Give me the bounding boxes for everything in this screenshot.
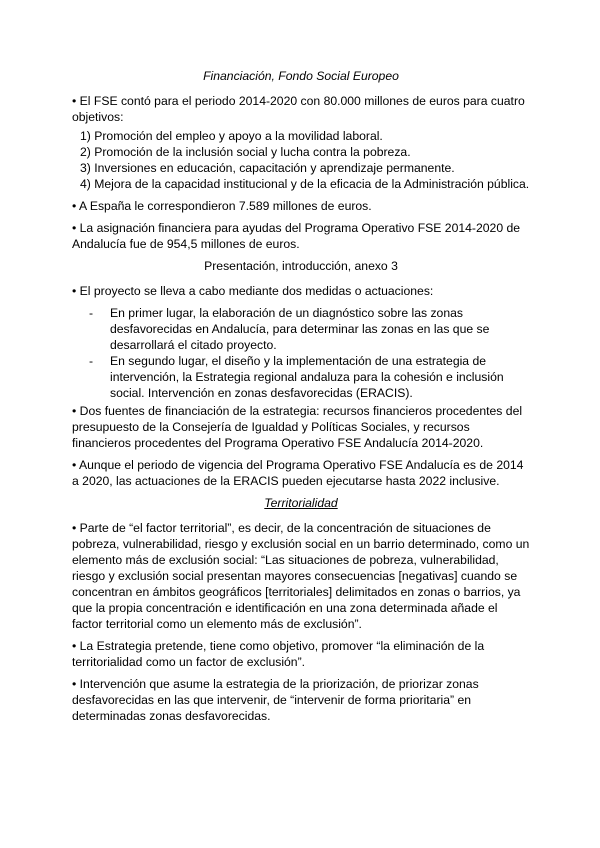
list-item: 3) Inversiones en educación, capacitación y aprendizaje permanente.: [80, 161, 455, 175]
list-item-text: En segundo lugar, el diseño y la implementación de una estrategia de intervención, la Estrategia regional andaluza para la cohesión e inclusión social. Intervención en zonas desfavorecidas (ERACIS).: [110, 354, 504, 400]
bullet-paragraph: • La asignación financiera para ayudas del Programa Operativo FSE 2014-2020 de Andalucía fue de 954,5 millones de euros.: [72, 221, 521, 251]
measures-list: [72, 305, 530, 401]
dash-marker: -: [89, 306, 94, 320]
bullet-paragraph: • Dos fuentes de financiación de la estrategia: recursos financieros procedentes del presupuesto de la Consejería de Igualdad y Políticas Sociales, y recursos financieros procedentes del Programa Operativo FSE Andalucía 2014-2020.: [72, 404, 523, 450]
bullet-paragraph: • El FSE contó para el periodo 2014-2020 con 80.000 millones de euros para cuatro objetivos:: [72, 94, 525, 124]
list-item: 2) Promoción de la inclusión social y lucha contra la pobreza.: [80, 145, 411, 159]
bullet-paragraph: • El proyecto se lleva a cabo mediante dos medidas o actuaciones:: [72, 284, 434, 298]
bullet-paragraph: • Parte de “el factor territorial”, es decir, de la concentración de situaciones de pobreza, vulnerabilidad, riesgo y exclusión social en un barrio determinado, como un elemento más de exclusión social: “Las situaciones de pobreza, vulnerabilidad, riesgo y exclusión social presentan mayores consecuencias [negativas] cuando se concentran en ámbitos geográficos [territoriales] delimitados en zonas o barrios, ya que la propia concentración e identificación en una zona determinada añade el factor territorial como un elemento más de exclusión”.: [72, 521, 530, 631]
list-item-text: En primer lugar, la elaboración de un diagnóstico sobre las zonas desfavorecidas en Andalucía, para determinar las zonas en las que se desarrollará el citado proyecto.: [110, 306, 490, 352]
bullet-paragraph: • A España le correspondieron 7.589 millones de euros.: [72, 199, 372, 213]
objectives-list: [72, 128, 530, 192]
list-item: [72, 353, 530, 401]
list-item: [72, 305, 530, 353]
bullet-paragraph: • Intervención que asume la estrategia de la priorización, de priorizar zonas desfavorecidas en las que intervenir, de “intervenir de forma prioritaria” en determinadas zonas desfavorecidas.: [72, 677, 479, 723]
section-heading-financiacion: Financiación, Fondo Social Europeo: [203, 69, 399, 83]
section-heading-territorialidad: Territorialidad: [264, 496, 338, 510]
document-body: [72, 68, 530, 730]
list-item: 1) Promoción del empleo y apoyo a la movilidad laboral.: [80, 129, 383, 143]
bullet-paragraph: • Aunque el periodo de vigencia del Programa Operativo FSE Andalucía es de 2014 a 2020, las actuaciones de la ERACIS pueden ejecutarse hasta 2022 inclusive.: [72, 458, 524, 488]
section-heading-presentacion: Presentación, introducción, anexo 3: [204, 259, 398, 273]
bullet-paragraph: • La Estrategia pretende, tiene como objetivo, promover “la eliminación de la territorialidad como un factor de exclusión”.: [72, 639, 485, 669]
list-item: 4) Mejora de la capacidad institucional y de la eficacia de la Administración pública.: [80, 177, 530, 191]
dash-marker: -: [89, 354, 94, 368]
